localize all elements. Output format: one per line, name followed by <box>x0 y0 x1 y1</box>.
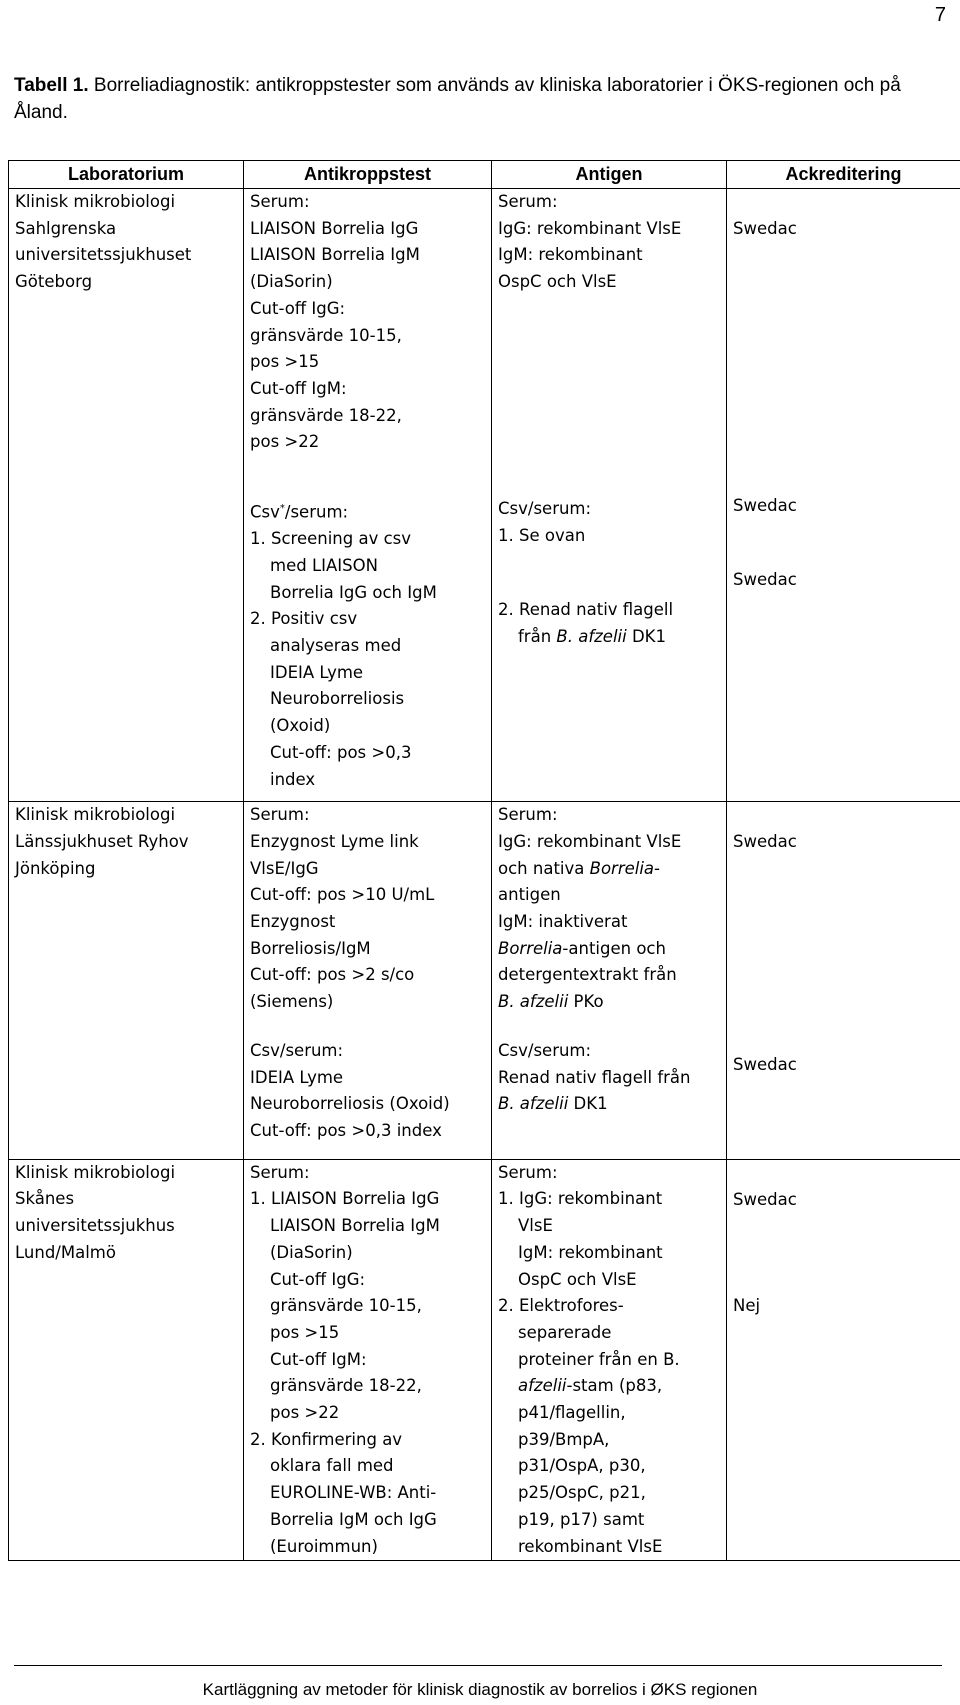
col-header-antikroppstest: Antikroppstest <box>244 161 492 189</box>
antigen-text: -stam (p83, <box>566 1376 663 1396</box>
antigen-line: 1. Se ovan <box>498 525 586 545</box>
antigen-text: -antigen och <box>562 938 666 958</box>
test-line: gränsvärde 10-15, <box>250 325 402 345</box>
test-line: oklara fall med <box>270 1456 394 1476</box>
antigen-line: IgG: rekombinant VlsE <box>498 218 682 238</box>
antigen-line: proteiner från en B. <box>518 1349 680 1369</box>
test-line: (DiaSorin) <box>250 272 333 292</box>
antigen-line <box>498 1091 720 1118</box>
test-line: Borrelia IgM och IgG <box>270 1509 437 1529</box>
antigen-line: Csv/serum: <box>498 1040 592 1060</box>
test-line: pos >22 <box>250 432 320 452</box>
lab-name-line: Länssjukhuset Ryhov <box>15 831 189 851</box>
footer-divider <box>14 1665 942 1666</box>
antigen-line: OspC och VlsE <box>518 1269 637 1289</box>
test-line: Csv/serum: <box>250 1040 344 1060</box>
antigen-line: separerade <box>518 1322 612 1342</box>
test-line: gränsvärde 18-22, <box>250 405 402 425</box>
antigen-line: p25/OspC, p21, <box>518 1483 646 1503</box>
test-line: Serum: <box>250 805 310 825</box>
antigen-line: OspC och VlsE <box>498 272 617 292</box>
test-line: 2. Positiv csv <box>250 609 358 629</box>
antigen-line: p41/flagellin, <box>518 1403 626 1423</box>
antigen-line: Serum: <box>498 1162 558 1182</box>
accreditation-cell <box>727 1159 960 1561</box>
test-line: pos >15 <box>270 1322 340 1342</box>
antigen-line <box>498 856 720 883</box>
antigen-line: IgM: rekombinant <box>498 245 643 265</box>
genus-name: Borrelia <box>589 858 655 878</box>
test-line: (Oxoid) <box>270 716 331 736</box>
test-line: Cut-off IgM: <box>250 378 347 398</box>
test-line: Neuroborreliosis <box>270 689 405 709</box>
test-line: Cut-off: pos >2 s/co <box>250 965 415 985</box>
test-line: Cut-off: pos >0,3 index <box>250 1121 442 1140</box>
lab-name-line: Skånes <box>15 1189 75 1209</box>
test-line: Borrelia IgG och IgM <box>270 582 437 602</box>
antigen-cell <box>492 1159 727 1561</box>
antigen-line: IgG: rekombinant VlsE <box>498 831 682 851</box>
test-line: IDEIA Lyme <box>250 1067 344 1087</box>
antigen-text: från <box>518 626 557 646</box>
antigen-text: - <box>654 858 661 878</box>
antigen-line: p31/OspA, p30, <box>518 1456 646 1476</box>
test-line: gränsvärde 10-15, <box>270 1296 422 1316</box>
col-header-laboratorium: Laboratorium <box>9 161 244 189</box>
antigen-line: 1. IgG: rekombinant <box>498 1189 663 1209</box>
antigen-line <box>498 1373 720 1400</box>
antigen-line: IgM: inaktiverat <box>498 912 628 932</box>
test-line: VlsE/IgG <box>250 858 319 878</box>
antibody-test-table <box>8 160 960 1561</box>
species-name: afzelii <box>518 1376 567 1396</box>
test-line: LIAISON Borrelia IgM <box>250 245 420 265</box>
accreditation-value: Swedac <box>733 219 797 238</box>
page-number: 7 <box>934 4 946 26</box>
species-name: B. afzelii <box>498 1094 569 1114</box>
test-line: LIAISON Borrelia IgG <box>250 218 419 238</box>
test-line: Serum: <box>250 192 310 211</box>
test-line: 1. LIAISON Borrelia IgG <box>250 1189 440 1209</box>
accreditation-value: Swedac <box>733 570 797 590</box>
csv-label-rest: /serum: <box>284 502 349 522</box>
antigen-cell <box>492 802 727 1159</box>
antigen-text: DK1 <box>626 626 666 646</box>
antigen-line <box>498 989 720 1016</box>
antigen-line: detergentextrakt från <box>498 965 677 985</box>
antigen-line: p39/BmpA, <box>518 1429 610 1449</box>
lab-name-line: Klinisk mikrobiologi <box>15 1162 176 1182</box>
test-line: Cut-off IgG: <box>250 298 346 318</box>
test-line: Borreliosis/IgM <box>250 938 371 958</box>
lab-name-line: Göteborg <box>15 272 93 292</box>
test-line: gränsvärde 18-22, <box>270 1376 422 1396</box>
antigen-text: PKo <box>568 992 604 1012</box>
test-line: (Euroimmun) <box>270 1536 378 1556</box>
antigen-line: 2. Elektrofores- <box>498 1296 624 1316</box>
accreditation-value: Nej <box>733 1296 761 1316</box>
test-line: pos >15 <box>250 352 320 372</box>
test-line: (Siemens) <box>250 992 334 1012</box>
test-cell <box>244 802 492 1159</box>
test-cell <box>244 1159 492 1561</box>
lab-name-line: universitetssjukhuset <box>15 245 192 265</box>
species-name: B. afzelii <box>556 626 627 646</box>
col-header-ackreditering: Ackreditering <box>727 161 960 189</box>
lab-name-line: Sahlgrenska <box>15 218 117 238</box>
test-line: Cut-off: pos >0,3 <box>270 742 412 762</box>
footnote-star: * <box>279 503 285 515</box>
test-line: 1. Screening av csv <box>250 529 412 549</box>
antigen-line: Renad nativ flagell från <box>498 1067 691 1087</box>
lab-name-cell <box>9 1159 244 1561</box>
antigen-line: Csv/serum: <box>498 498 592 518</box>
antigen-line: antigen <box>498 885 561 905</box>
test-line: Cut-off IgM: <box>270 1349 367 1369</box>
antigen-line <box>498 624 720 651</box>
test-line: index <box>270 769 316 789</box>
table-row <box>9 802 960 1159</box>
accreditation-value: Swedac <box>733 495 797 515</box>
test-cell <box>244 189 492 802</box>
test-line: Cut-off: pos >10 U/mL <box>250 885 435 905</box>
test-line: 2. Konfirmering av <box>250 1429 403 1449</box>
antigen-line <box>498 936 720 963</box>
test-line: EUROLINE-WB: Anti- <box>270 1483 437 1503</box>
antigen-text: DK1 <box>568 1094 608 1114</box>
antigen-cell <box>492 189 727 802</box>
antigen-line: Serum: <box>498 805 558 825</box>
lab-name-line: Klinisk mikrobiologi <box>15 192 176 211</box>
page-footer: Kartläggning av metoder för klinisk diagnostik av borrelios i ØKS regionen <box>202 1680 758 1699</box>
antigen-line: p19, p17) samt <box>518 1509 645 1529</box>
lab-name-line: Klinisk mikrobiologi <box>15 805 176 825</box>
test-line: LIAISON Borrelia IgM <box>270 1216 440 1236</box>
table-row <box>9 189 960 802</box>
antigen-line: IgM: rekombinant <box>518 1242 663 1262</box>
lab-name-line: universitetssjukhus <box>15 1216 175 1236</box>
test-line: Enzygnost <box>250 912 336 932</box>
test-line: Enzygnost Lyme link <box>250 831 419 851</box>
caption-text: Borreliadiagnostik: antikroppstester som används av kliniska laboratorier i ÖKS-regionen och på Åland. <box>14 75 901 123</box>
csv-label <box>250 496 485 526</box>
header-row <box>9 161 960 189</box>
accreditation-cell <box>727 802 960 1159</box>
antigen-line: VlsE <box>518 1216 553 1236</box>
species-name: B. afzelii <box>498 992 569 1012</box>
test-line: Neuroborreliosis (Oxoid) <box>250 1094 450 1114</box>
antigen-text: och nativa <box>498 858 590 878</box>
test-line: analyseras med <box>270 636 402 656</box>
test-line: Serum: <box>250 1162 310 1182</box>
table-row <box>9 1159 960 1561</box>
accreditation-value: Swedac <box>733 832 797 852</box>
antigen-line: 2. Renad nativ flagell <box>498 600 674 620</box>
caption-label: Tabell 1. <box>14 75 89 96</box>
table-caption <box>14 72 914 126</box>
antigen-line: rekombinant VlsE <box>518 1536 663 1556</box>
antigen-line: Serum: <box>498 192 558 211</box>
test-line: Cut-off IgG: <box>270 1269 366 1289</box>
accreditation-value: Swedac <box>733 1054 797 1074</box>
test-line: IDEIA Lyme <box>270 662 364 682</box>
test-line: (DiaSorin) <box>270 1242 353 1262</box>
col-header-antigen: Antigen <box>492 161 727 189</box>
lab-name-line: Jönköping <box>15 858 96 878</box>
lab-name-line: Lund/Malmö <box>15 1242 116 1262</box>
accreditation-cell <box>727 189 960 802</box>
lab-name-cell <box>9 802 244 1159</box>
test-line: med LIAISON <box>270 555 378 575</box>
genus-name: Borrelia <box>498 938 563 958</box>
lab-name-cell <box>9 189 244 802</box>
test-line: pos >22 <box>270 1403 340 1423</box>
accreditation-value: Swedac <box>733 1189 797 1209</box>
csv-label-text: Csv <box>250 502 280 522</box>
